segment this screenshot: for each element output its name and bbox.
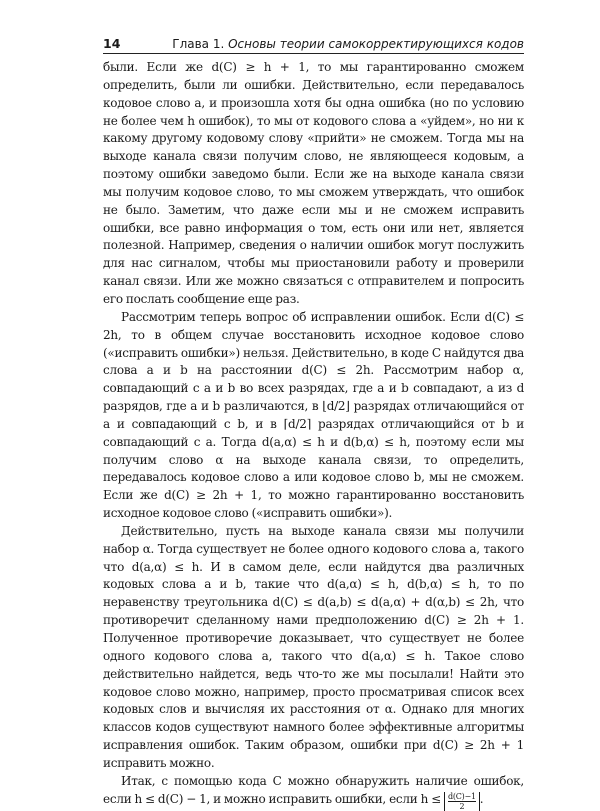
fraction-denominator: 2: [459, 801, 465, 811]
paragraph-4-text: Итак, с помощью кода C можно обнаружить наличие ошибок, если h ≤ d(C) − 1, и можно исправить ошибки, если h ≤: [103, 773, 524, 806]
chapter-heading: [172, 37, 524, 51]
header-rule: [103, 53, 524, 54]
paragraph-4-end: .: [479, 791, 484, 806]
chapter-title: Основы теории самокорректирующихся кодов: [228, 37, 524, 51]
paragraph-1: были. Если же d(C) ≥ h + 1, то мы гарантированно сможем определить, были ли ошибки. Действительно, если передавалось кодовое слово a, и произошла хотя бы одна ошибка (но по условию не более чем h ошибок), то мы от кодового слова a «уйдем», но ни к какому другому кодовому слову «прийти» не сможем. Тогда мы на выходе канала связи получим слово, не являющееся кодовым, а поэтому ошибки заведомо были. Если же на выходе канала связи мы получим кодовое слово, то мы сможем утверждать, что ошибок не было. Заметим, что даже если мы и не сможем исправить ошибки, все равно информация о том, есть они или нет, является полезной. Например, сведения о наличии ошибок могут послужить для нас сигналом, чтобы мы приостановили работу и проверили канал связи. Или же можно связаться с отправителем и попросить его послать сообщение еще раз.: [103, 60, 524, 306]
body-text: [103, 59, 524, 811]
floor-fraction: [444, 792, 480, 811]
paragraph-3: Действительно, пусть на выходе канала связи мы получили набор α. Тогда существует не более одного кодового слова a, такого что d(a,α) ≤ h. И в самом деле, если найдутся два различных кодовых слова a и b, такие что d(a,α) ≤ h, d(b,α) ≤ h, то по неравенству треугольника d(C) ≤ d(a,b) ≤ d(a,α) + d(α,b) ≤ 2h, что противоречит сделанному нами предположению d(C) ≥ 2h + 1. Полученное противоречие доказывает, что существует не более одного кодового слова a, такого что d(a,α) ≤ h. Такое слово действительно найдется, ведь что-то же мы посылали! Найти это кодовое слово можно, например, просто просматривая список всех кодовых слов и вычисляя их расстояния от α. Однако для многих классов кодов существуют намного более эффективные алгоритмы исправления ошибок. Таким образом, ошибки при d(C) ≥ 2h + 1 исправить можно.: [103, 523, 524, 770]
page-number: 14: [103, 36, 121, 51]
chapter-label: Глава 1.: [172, 37, 225, 51]
paragraph-4: [103, 773, 524, 811]
fraction-numerator: d(C)−1: [448, 791, 476, 801]
running-header: [103, 33, 524, 51]
paragraph-2: Рассмотрим теперь вопрос об исправлении ошибок. Если d(C) ≤ 2h, то в общем случае восстановить исходное кодовое слово («исправить ошибки») нельзя. Действительно, в коде C найдутся два слова a и b на расстоянии d(C) ≤ 2h. Рассмотрим набор α, совпадающий с a и b во всех разрядах, где a и b совпадают, а из d разрядов, где a и b различаются, в ⌊d/2⌋ разрядах отличающийся от a и совпадающий с b, и в ⌈d/2⌉ разрядах отличающийся от b и совпадающий с a. Тогда d(a,α) ≤ h и d(b,α) ≤ h, поэтому если мы получим слово α на выходе канала связи, то определить, передавалось кодовое слово a или кодовое слово b, мы не сможем. Если же d(C) ≥ 2h + 1, то можно гарантированно восстановить исходное кодовое слово («исправить ошибки»).: [103, 309, 524, 521]
